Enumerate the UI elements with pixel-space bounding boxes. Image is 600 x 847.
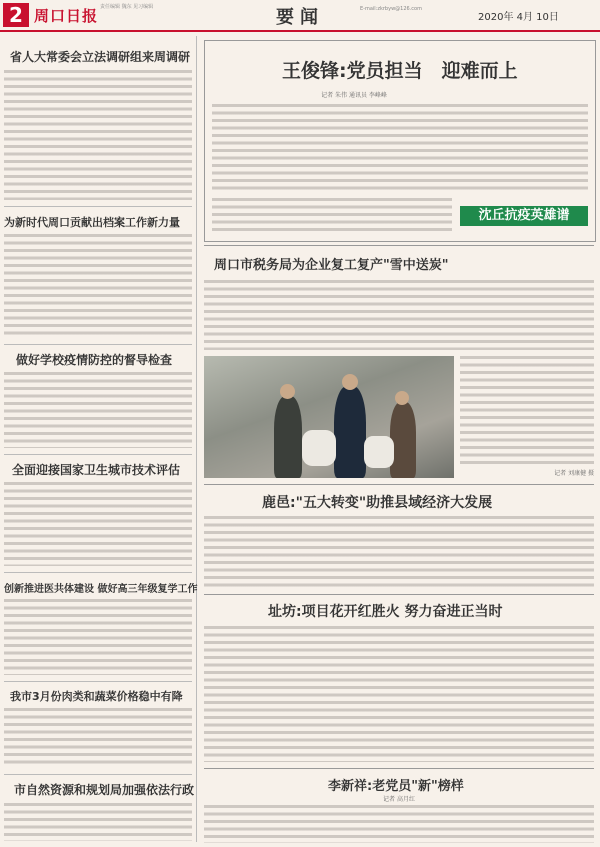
feature-body [212,104,588,194]
article-body [4,372,192,448]
luyi-headline: 鹿邑:"五大转变"助推县域经济大发展 [262,495,493,511]
contact-line: E-mail:zkrbyw@126.com [360,6,422,12]
divider [4,206,192,207]
divider [4,774,192,775]
page-number: 2 [3,3,29,27]
person-head [280,384,295,399]
issue-date: 2020年 4月 10日 [478,12,559,23]
section-title: 要闻 [276,7,324,28]
feature-body-continued [212,198,452,234]
bottom-byline: 记者 高月红 [383,796,415,803]
editors-line: 责任编辑 魏东 见习编辑 [100,4,154,10]
feature-headline: 王俊锋:党员担当 迎难而上 [282,60,518,82]
article-body [4,482,192,566]
headline-legislation: 省人大常委会立法调研组来周调研 [10,50,191,64]
hero-banner: 沈丘抗疫英雄谱 [460,206,588,226]
person-figure [390,402,416,478]
paper-name: 周口日报 [34,7,99,25]
column-divider [196,36,197,842]
supply-bag [364,436,394,468]
left-column [4,36,198,842]
divider [204,245,594,246]
divider [4,681,192,682]
headline-natural-resources: 市自然资源和规划局加强依法行政 [14,783,195,797]
person-figure [274,396,302,478]
divider [204,768,594,769]
headline-archives: 为新时代周口贡献出档案工作新力量 [4,216,180,229]
article-body [4,234,192,338]
tax-headline: 周口市税务局为企业复工复产"雪中送炭" [214,258,449,273]
headline-school-epidemic: 做好学校疫情防控的督导检查 [16,353,173,367]
luyi-body [204,516,594,588]
divider [4,454,192,455]
person-head [395,391,409,405]
person-figure [334,386,366,478]
bottom-body [204,805,594,843]
headline-health-city: 全面迎接国家卫生城市技术评估 [12,463,181,477]
news-photo [204,356,454,478]
divider [4,572,192,573]
person-head [342,374,358,390]
article-body [4,70,192,200]
headline-meat-prices: 我市3月份肉类和蔬菜价格稳中有降 [10,690,183,703]
photo-credit: 记者 刘康健 摄 [554,470,594,477]
divider [204,594,594,595]
divider [204,484,594,485]
photo-caption-body [460,356,594,466]
tax-body [204,280,594,350]
headline-medical-alliance: 创新推进医共体建设 做好高三年级复学工作 [4,584,198,595]
supply-bag [302,430,336,466]
zhifang-headline: 址坊:项目花开红胜火 努力奋进正当时 [268,604,503,620]
article-body [4,599,192,675]
feature-byline: 记者 朱伟 通讯员 李峰峰 [321,92,387,99]
zhifang-body [204,626,594,762]
bottom-headline: 李新祥:老党员"新"榜样 [328,779,464,794]
divider [4,344,192,345]
article-body [4,708,192,768]
article-body [4,803,192,841]
